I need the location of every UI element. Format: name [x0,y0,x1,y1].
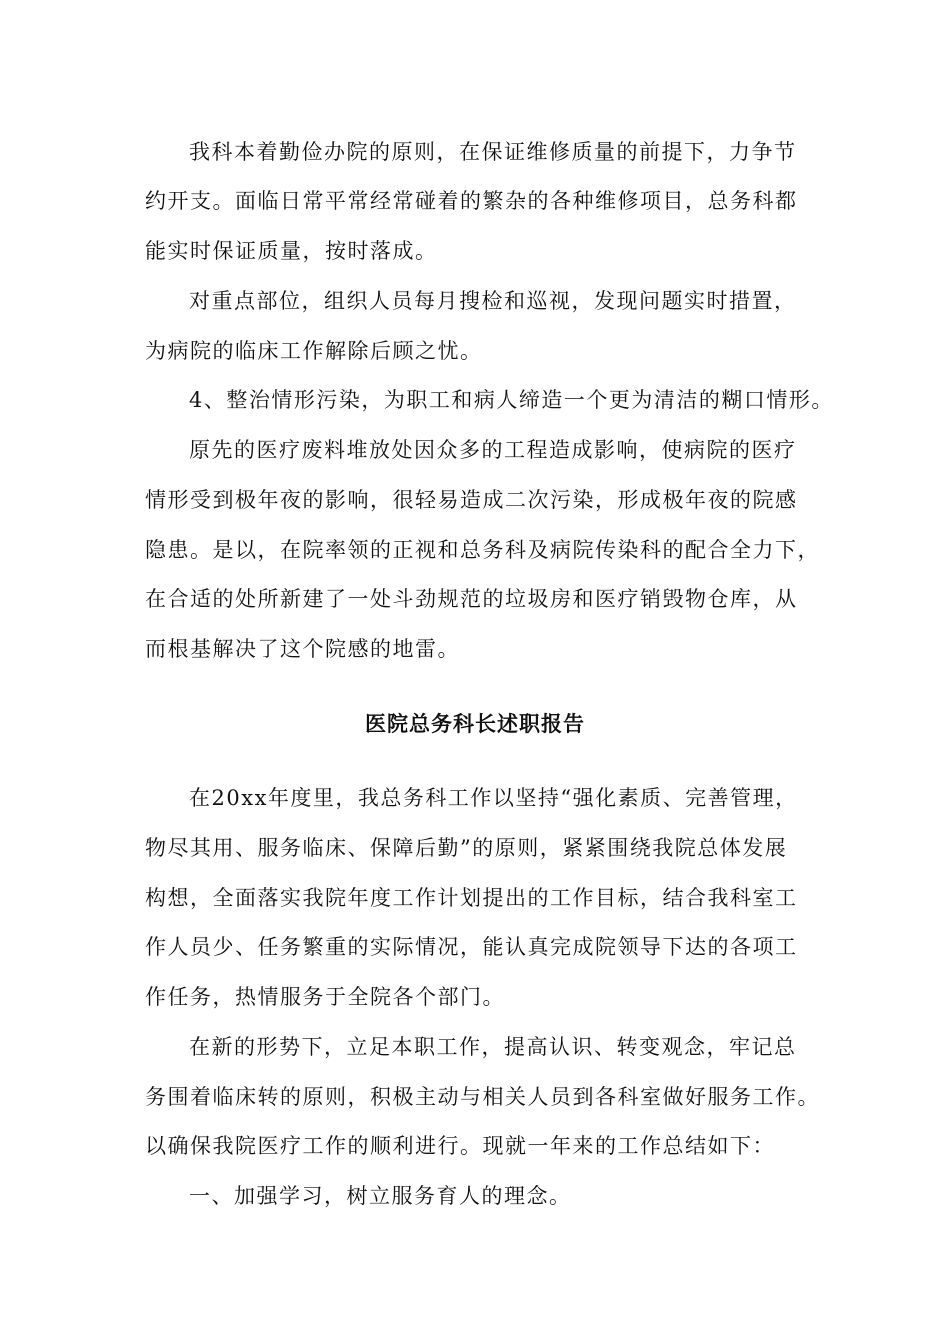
paragraph-line: 在20xx年度里，我总务科工作以坚持“强化素质、完善管理， [189,786,798,810]
paragraph-line: 4、整治情形污染，为职工和病人缔造一个更为清洁的糊口情形。 [189,388,834,412]
paragraph-line: 原先的医疗废料堆放处因众多的工程造成影响，使病院的医疗 [189,438,797,462]
paragraph-line: 约开支。面临日常平常经常碰着的繁杂的各种维修项目，总务科都 [145,189,798,213]
paragraph-line: 一、加强学习，树立服务育人的理念。 [189,1184,572,1208]
paragraph-line: 情形受到极年夜的影响，很轻易造成二次污染，形成极年夜的院感 [145,488,798,512]
paragraph-line: 务围着临床转的原则，积极主动与相关人员到各科室做好服务工作。 [145,1085,820,1109]
paragraph-line: 能实时保证质量，按时落成。 [145,239,438,263]
paragraph-line: 在新的形势下，立足本职工作，提高认识、转变观念，牢记总 [189,1035,797,1059]
paragraph-line: 对重点部位，组织人员每月搜检和巡视，发现问题实时措置， [189,289,797,313]
paragraph-line: 构想，全面落实我院年度工作计划提出的工作目标，结合我科室工 [145,886,798,910]
document-title: 医院总务科长述职报告 [365,711,585,736]
paragraph-line: 为病院的临床工作解除后顾之忧。 [145,339,483,363]
paragraph-line: 物尽其用、服务临床、保障后勤”的原则，紧紧围绕我院总体发展 [145,836,788,860]
paragraph-line: 而根基解决了这个院感的地雷。 [145,637,460,661]
paragraph-line: 隐患。是以，在院率领的正视和总务科及病院传染科的配合全力下， [145,538,820,562]
paragraph-line: 以确保我院医疗工作的顺利进行。现就一年来的工作总结如下： [145,1134,775,1158]
paragraph-line: 作人员少、任务繁重的实际情况，能认真完成院领导下达的各项工 [145,935,798,959]
paragraph-line: 作任务，热情服务于全院各个部门。 [145,985,505,1009]
paragraph-line: 我科本着勤俭办院的原则，在保证维修质量的前提下，力争节 [189,140,797,164]
paragraph-line: 在合适的处所新建了一处斗劲规范的垃圾房和医疗销毁物仓库，从 [145,587,798,611]
